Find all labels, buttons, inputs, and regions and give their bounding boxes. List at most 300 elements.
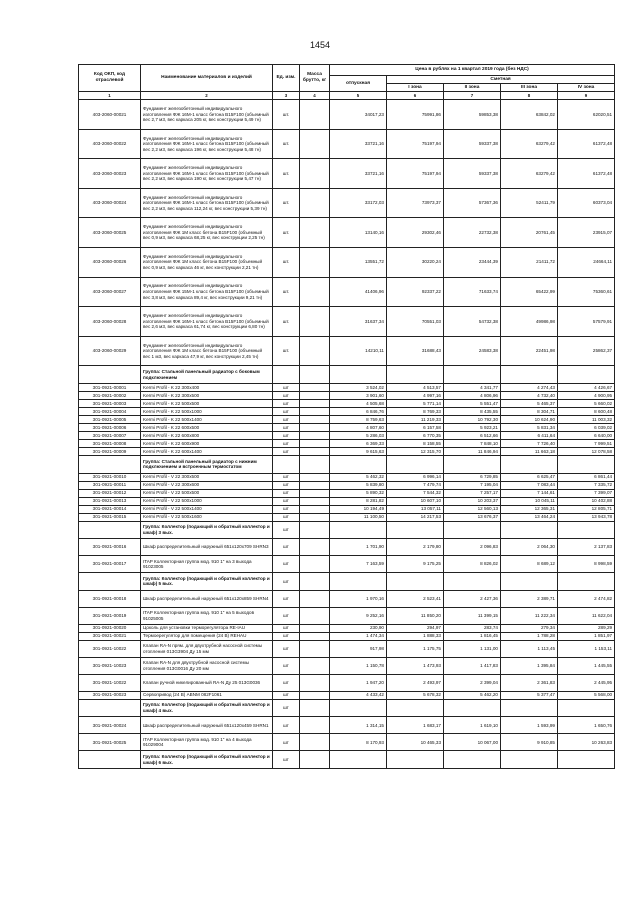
header-unit: Ед. изм. [273, 65, 300, 92]
price-otpusk: 13140,16 [330, 218, 387, 248]
price-zone-1 [387, 699, 444, 717]
item-unit: шт [273, 539, 300, 556]
price-zone-2: 7 848,10 [444, 439, 501, 447]
price-zone-1: 4 513,57 [387, 383, 444, 391]
item-name: Kermi Profil - K 22 500x1400 [141, 415, 273, 423]
item-unit: шт [273, 415, 300, 423]
price-zone-2: 1 619,10 [444, 717, 501, 734]
item-mass [300, 439, 330, 447]
table-row [79, 383, 615, 391]
item-unit: шт. [273, 100, 300, 130]
item-unit: шт [273, 674, 300, 691]
price-zone-3 [501, 366, 558, 384]
price-zone-3: 1 113,45 [501, 640, 558, 657]
price-zone-4: 2 137,83 [558, 539, 615, 556]
price-otpusk: 33172,03 [330, 188, 387, 218]
header-code: Код ОКП, код отраслевой [79, 65, 141, 92]
item-code [79, 521, 141, 539]
price-otpusk: 3 524,02 [330, 383, 387, 391]
price-zone-4: 6 039,02 [558, 423, 615, 431]
price-zone-1: 4 997,16 [387, 391, 444, 399]
item-code: 403-2060-00024 [79, 188, 141, 218]
price-otpusk [330, 699, 387, 717]
item-name: Группа: Стальной панельный радиатор с боковым подключением [141, 366, 273, 384]
item-name: Фундамент железобетонный индивидуального изготовления ФЖ 16М-1 класс бетона В15F100 (объемный вес 2,7 м3, вес каркаса 205 кг, вес конструкции 5,49 тн) [141, 100, 273, 130]
price-zone-3: 13 464,24 [501, 513, 558, 521]
price-zone-3: 7 726,40 [501, 439, 558, 447]
header-name: Наименование материалов и изделий [141, 65, 273, 92]
price-zone-3: 7 144,61 [501, 489, 558, 497]
table-row [79, 399, 615, 407]
item-unit: шт. [273, 188, 300, 218]
table-row [79, 439, 615, 447]
price-zone-1: 13 057,11 [387, 505, 444, 513]
price-zone-4: 8 998,59 [558, 556, 615, 573]
price-zone-1: 92337,22 [387, 277, 444, 307]
price-zone-4: 12 805,71 [558, 505, 615, 513]
item-name: Kermi Profil - V 22 500x1600 [141, 513, 273, 521]
price-otpusk: 4 807,60 [330, 423, 387, 431]
item-name: Шкаф распределительный наружный 651x120x709 SHRN3 [141, 539, 273, 556]
price-zone-4: 57579,91 [558, 307, 615, 337]
item-mass [300, 624, 330, 632]
price-zone-3: 52411,79 [501, 188, 558, 218]
table-row [79, 407, 615, 415]
price-zone-1: 31688,43 [387, 336, 444, 366]
price-zone-4: 75360,61 [558, 277, 615, 307]
table-row [79, 556, 615, 573]
group-row [79, 699, 615, 717]
item-name: Группа: Коллектор (подающий и обратный коллектор и шкаф) 5 вых. [141, 573, 273, 591]
price-zone-3: 63842,02 [501, 100, 558, 130]
price-zone-2: 1 417,83 [444, 657, 501, 674]
price-zone-1: 7 544,32 [387, 489, 444, 497]
price-zone-2: 1 816,45 [444, 632, 501, 640]
item-unit: шт [273, 481, 300, 489]
item-mass [300, 590, 330, 607]
item-unit: шт. [273, 129, 300, 159]
item-unit: шт [273, 699, 300, 717]
item-unit: шт [273, 423, 300, 431]
item-name: Клапан ручной никелированный RA-N Ду 25 013G0036 [141, 674, 273, 691]
item-code: 301-0921-00009 [79, 447, 141, 455]
price-zone-4: 1 851,97 [558, 632, 615, 640]
price-otpusk: 5 839,80 [330, 481, 387, 489]
header-zone-2: II зона [444, 84, 501, 92]
price-zone-2: 24583,38 [444, 336, 501, 366]
item-name: Kermi Profil - K 22 600x900 [141, 439, 273, 447]
price-zone-3: 10 045,11 [501, 497, 558, 505]
table-row [79, 100, 615, 130]
item-name: Фундамент железобетонный индивидуального изготовления ФЖ 1М класс бетона В15F100 (объемный вес 1 м3, вес каркаса 47,9 кг, вес конструкции 2,45 тн) [141, 336, 273, 366]
price-otpusk: 8 281,82 [330, 497, 387, 505]
price-zone-4: 1 153,11 [558, 640, 615, 657]
price-zone-1 [387, 751, 444, 769]
price-zone-2 [444, 699, 501, 717]
col-number: 7 [444, 92, 501, 100]
item-unit: шт. [273, 336, 300, 366]
table-row [79, 218, 615, 248]
price-otpusk: 10 194,49 [330, 505, 387, 513]
item-mass [300, 383, 330, 391]
price-zone-4 [558, 573, 615, 591]
price-zone-3: 8 304,71 [501, 407, 558, 415]
price-zone-4: 11 003,32 [558, 415, 615, 423]
price-zone-2: 1 131,00 [444, 640, 501, 657]
item-code [79, 699, 141, 717]
item-name: ITAP Коллекторная группа мод. 910 1" на 4 выхода 91029004 [141, 734, 273, 751]
item-unit: шт [273, 447, 300, 455]
price-zone-2: 7 195,04 [444, 481, 501, 489]
price-zone-4: 6 640,00 [558, 431, 615, 439]
item-name: ITAP Коллекторная группа мод. 910 1" на 5 выходов 91025005 [141, 607, 273, 624]
table-row [79, 513, 615, 521]
price-zone-1: 6 996,14 [387, 473, 444, 481]
table-row [79, 640, 615, 657]
header-zone-1: I зона [387, 84, 444, 92]
table-row [79, 691, 615, 699]
table-row [79, 159, 615, 189]
item-code: 301-0921-10022 [79, 640, 141, 657]
price-zone-4: 60373,04 [558, 188, 615, 218]
item-name: Группа: Коллектор (подающий и обратный коллектор и шкаф) 6 вых. [141, 751, 273, 769]
item-code: 403-2060-00025 [79, 218, 141, 248]
price-zone-4: 1 445,55 [558, 657, 615, 674]
column-number-row [79, 92, 615, 100]
price-zone-3: 2 389,71 [501, 590, 558, 607]
price-zone-2: 23444,39 [444, 247, 501, 277]
price-zone-2: 5 551,47 [444, 399, 501, 407]
item-mass [300, 159, 330, 189]
price-zone-2: 2 096,83 [444, 539, 501, 556]
price-zone-2: 11 846,94 [444, 447, 501, 455]
item-code: 301-0921-00008 [79, 439, 141, 447]
table-row [79, 505, 615, 513]
price-zone-1: 10 607,10 [387, 497, 444, 505]
price-otpusk: 5 462,32 [330, 473, 387, 481]
item-mass [300, 415, 330, 423]
item-unit: шт [273, 489, 300, 497]
price-zone-4 [558, 751, 615, 769]
item-code [79, 751, 141, 769]
price-zone-3: 5 831,34 [501, 423, 558, 431]
price-otpusk: 1 970,16 [330, 590, 387, 607]
item-name: Kermi Profil - K 22 500x500 [141, 399, 273, 407]
price-zone-4: 25862,37 [558, 336, 615, 366]
price-zone-3: 49986,98 [501, 307, 558, 337]
price-zone-1: 11 850,20 [387, 607, 444, 624]
item-unit: шт [273, 734, 300, 751]
item-unit: шт [273, 431, 300, 439]
price-zone-2: 5 923,21 [444, 423, 501, 431]
price-zone-3 [501, 699, 558, 717]
price-zone-4: 2 445,95 [558, 674, 615, 691]
price-otpusk: 5 890,32 [330, 489, 387, 497]
table-row [79, 423, 615, 431]
price-zone-3: 6 625,47 [501, 473, 558, 481]
price-zone-1: 8 158,55 [387, 439, 444, 447]
price-zone-1: 5 678,32 [387, 691, 444, 699]
price-zone-4: 4 426,67 [558, 383, 615, 391]
item-unit: шт [273, 391, 300, 399]
table-row [79, 717, 615, 734]
price-zone-3: 1 395,84 [501, 657, 558, 674]
col-number: 3 [273, 92, 300, 100]
item-mass [300, 539, 330, 556]
item-code: 301-0921-00006 [79, 423, 141, 431]
table-row [79, 539, 615, 556]
price-zone-4 [558, 521, 615, 539]
table-row [79, 415, 615, 423]
item-unit: шт. [273, 218, 300, 248]
item-code: 403-2060-00022 [79, 129, 141, 159]
item-unit: шт. [273, 159, 300, 189]
table-row [79, 247, 615, 277]
price-otpusk: 8 170,93 [330, 734, 387, 751]
price-otpusk: 5 286,03 [330, 431, 387, 439]
price-otpusk: 6 846,76 [330, 407, 387, 415]
col-number: 9 [558, 92, 615, 100]
item-unit: шт [273, 657, 300, 674]
header-zone-3: III зона [501, 84, 558, 92]
price-zone-2: 10 067,00 [444, 734, 501, 751]
price-zone-2: 8 435,55 [444, 407, 501, 415]
price-zone-1: 1 473,93 [387, 657, 444, 674]
price-zone-2 [444, 455, 501, 473]
price-zone-3: 4 274,43 [501, 383, 558, 391]
item-name: Группа: Коллектор (подающий и обратный коллектор и шкаф) 3 вых. [141, 521, 273, 539]
item-code: 301-0921-00002 [79, 391, 141, 399]
header-mass: Масса брутто, кг [300, 65, 330, 92]
item-code: 403-2060-00026 [79, 247, 141, 277]
price-table [78, 64, 615, 769]
price-zone-3 [501, 751, 558, 769]
price-otpusk: 33721,16 [330, 159, 387, 189]
price-otpusk: 1 947,20 [330, 674, 387, 691]
price-zone-3: 21411,72 [501, 247, 558, 277]
table-row [79, 657, 615, 674]
item-code: 301-0921-00012 [79, 489, 141, 497]
price-zone-4: 8 600,48 [558, 407, 615, 415]
table-row [79, 447, 615, 455]
price-zone-2: 6 729,85 [444, 473, 501, 481]
col-number: 4 [300, 92, 330, 100]
col-number: 6 [387, 92, 444, 100]
price-zone-1: 8 769,33 [387, 407, 444, 415]
item-unit: шт [273, 407, 300, 415]
item-code: 403-2060-00028 [79, 307, 141, 337]
item-unit: шт [273, 439, 300, 447]
item-code: 301-0921-00013 [79, 497, 141, 505]
item-mass [300, 423, 330, 431]
item-mass [300, 657, 330, 674]
price-zone-4: 62020,51 [558, 100, 615, 130]
price-zone-3: 20761,45 [501, 218, 558, 248]
item-code: 301-0921-00024 [79, 717, 141, 734]
item-name: Kermi Profil - K 22 600x1400 [141, 447, 273, 455]
col-number: 2 [141, 92, 273, 100]
item-mass [300, 277, 330, 307]
price-zone-4: 10 263,83 [558, 734, 615, 751]
price-zone-1: 12 315,70 [387, 447, 444, 455]
price-zone-4: 1 650,76 [558, 717, 615, 734]
price-zone-3: 6 411,64 [501, 431, 558, 439]
table-row [79, 129, 615, 159]
price-zone-3: 11 222,34 [501, 607, 558, 624]
group-row [79, 455, 615, 473]
price-zone-2: 283,74 [444, 624, 501, 632]
col-number: 5 [330, 92, 387, 100]
price-zone-2: 12 560,13 [444, 505, 501, 513]
price-zone-2 [444, 521, 501, 539]
price-otpusk: 1 150,78 [330, 657, 387, 674]
price-zone-1: 73973,37 [387, 188, 444, 218]
table-row [79, 590, 615, 607]
item-mass [300, 513, 330, 521]
price-zone-1: 2 179,80 [387, 539, 444, 556]
price-zone-4: 10 402,88 [558, 497, 615, 505]
price-zone-2: 22732,38 [444, 218, 501, 248]
price-zone-1 [387, 521, 444, 539]
item-name: Группа: Коллектор (подающий и обратный коллектор и шкаф) 4 вых. [141, 699, 273, 717]
price-zone-1: 30220,24 [387, 247, 444, 277]
item-unit: шт [273, 556, 300, 573]
price-zone-1: 70551,03 [387, 307, 444, 337]
price-zone-4: 5 568,00 [558, 691, 615, 699]
col-number: 1 [79, 92, 141, 100]
table-row [79, 624, 615, 632]
price-zone-2: 7 257,17 [444, 489, 501, 497]
item-code: 301-0921-00003 [79, 399, 141, 407]
group-row [79, 573, 615, 591]
price-otpusk: 3 901,60 [330, 391, 387, 399]
price-otpusk: 13551,72 [330, 247, 387, 277]
item-mass [300, 607, 330, 624]
item-mass [300, 247, 330, 277]
table-row [79, 734, 615, 751]
price-zone-2 [444, 751, 501, 769]
item-mass [300, 473, 330, 481]
item-name: Клапан RA-N для двухтрубной насосной системы отопления 013G0016 Ду 20 мм [141, 657, 273, 674]
item-name: Шкаф распределительный наружный 651x120x459 SHRN1 [141, 717, 273, 734]
price-otpusk: 1 314,15 [330, 717, 387, 734]
price-otpusk: 33721,16 [330, 129, 387, 159]
item-name: Фундамент железобетонный индивидуального изготовления ФЖ 1М класс бетона В15F100 (объемный вес 0,9 м3, вес каркаса 68,25 кг, вес конструкции 2,25 тн) [141, 218, 273, 248]
price-otpusk [330, 521, 387, 539]
price-zone-3: 8 689,12 [501, 556, 558, 573]
price-zone-4 [558, 366, 615, 384]
price-otpusk: 917,98 [330, 640, 387, 657]
item-code: 301-0921-00004 [79, 407, 141, 415]
item-name: Kermi Profil - K 22 300x500 [141, 391, 273, 399]
price-zone-3: 9 910,85 [501, 734, 558, 751]
price-otpusk: 1 474,34 [330, 632, 387, 640]
price-zone-4: 7 335,72 [558, 481, 615, 489]
price-zone-3: 2 361,83 [501, 674, 558, 691]
price-zone-3: 279,34 [501, 624, 558, 632]
item-name: Kermi Profil - K 22 600x800 [141, 431, 273, 439]
table-row [79, 277, 615, 307]
price-otpusk: 230,90 [330, 624, 387, 632]
item-name: Термоерегулятор для помещения (24 В) REHAU [141, 632, 273, 640]
price-zone-3: 5 377,47 [501, 691, 558, 699]
price-zone-2: 4 341,77 [444, 383, 501, 391]
item-mass [300, 399, 330, 407]
price-zone-3 [501, 455, 558, 473]
table-row [79, 481, 615, 489]
price-otpusk: 8 759,63 [330, 415, 387, 423]
item-name: Kermi Profil - K 22 300x400 [141, 383, 273, 391]
item-name: Шкаф распределительный наружный 651x120x859 SHRN4 [141, 590, 273, 607]
item-mass [300, 521, 330, 539]
price-zone-1: 1 175,75 [387, 640, 444, 657]
price-zone-3: 2 064,30 [501, 539, 558, 556]
price-zone-3: 10 624,90 [501, 415, 558, 423]
item-code: 301-0921-00014 [79, 505, 141, 513]
price-zone-4: 12 078,58 [558, 447, 615, 455]
price-zone-3: 5 465,37 [501, 399, 558, 407]
item-name: Фундамент железобетонный индивидуального изготовления ФЖ 16М-1 класс бетона В15F100 (объемный вес 2,6 м3, вес каркаса 61,74 кг, вес конструкции 6,80 тн) [141, 307, 273, 337]
price-zone-1 [387, 573, 444, 591]
table-row [79, 336, 615, 366]
price-zone-1: 1 888,33 [387, 632, 444, 640]
price-zone-3: 1 788,28 [501, 632, 558, 640]
item-mass [300, 431, 330, 439]
item-code: 301-0921-00021 [79, 632, 141, 640]
item-mass [300, 391, 330, 399]
price-zone-3: 7 083,44 [501, 481, 558, 489]
item-code: 301-0921-00011 [79, 481, 141, 489]
price-zone-4 [558, 699, 615, 717]
price-zone-3: 1 593,99 [501, 717, 558, 734]
price-zone-3: 63279,42 [501, 129, 558, 159]
item-mass [300, 407, 330, 415]
header-smetnaya: Сметная [387, 76, 615, 84]
price-otpusk: 6 369,33 [330, 439, 387, 447]
item-mass [300, 497, 330, 505]
price-otpusk [330, 366, 387, 384]
item-unit: шт [273, 497, 300, 505]
item-mass [300, 751, 330, 769]
price-zone-2: 4 806,96 [444, 391, 501, 399]
item-code: 301-0921-00020 [79, 624, 141, 632]
table-row [79, 497, 615, 505]
item-name: Фундамент железобетонный индивидуального изготовления ФЖ 16М-1 класс бетона В15F100 (объемный вес 2,2 м3, вес каркаса 112,24 кг, вес конструкции 5,39 тн) [141, 188, 273, 218]
item-name: Фундамент железобетонный индивидуального изготовления ФЖ 16М-1 класс бетона В15F100 (объемный вес 2,2 м3, вес каркаса 196 кг, вес конструкции 5,48 тн) [141, 129, 273, 159]
price-zone-1: 29302,46 [387, 218, 444, 248]
item-name: Kermi Profil - V 22 300x600 [141, 481, 273, 489]
header-price-title: Цена в рублях на 1 квартал 2019 года (без НДС) [330, 65, 615, 76]
price-zone-1: 6 770,35 [387, 431, 444, 439]
price-zone-4 [558, 455, 615, 473]
item-unit: шт [273, 632, 300, 640]
item-name: Фундамент железобетонный индивидуального изготовления ФЖ 15М-1 класс бетона В15F100 (объемный вес 3,8 м3, вес каркаса 89,4 кг, вес конструкции 9,21 тн) [141, 277, 273, 307]
price-zone-4: 289,29 [558, 624, 615, 632]
item-unit: шт [273, 573, 300, 591]
item-mass [300, 556, 330, 573]
price-zone-4: 61372,48 [558, 159, 615, 189]
price-zone-2: 59337,38 [444, 129, 501, 159]
item-name: Kermi Profil - V 22 500x1000 [141, 497, 273, 505]
item-mass [300, 366, 330, 384]
item-code [79, 455, 141, 473]
header-zone-4: IV зона [558, 84, 615, 92]
price-zone-1: 5 771,14 [387, 399, 444, 407]
group-row [79, 521, 615, 539]
item-code: 301-0921-00005 [79, 415, 141, 423]
item-unit: шт [273, 521, 300, 539]
price-zone-2: 10 203,37 [444, 497, 501, 505]
